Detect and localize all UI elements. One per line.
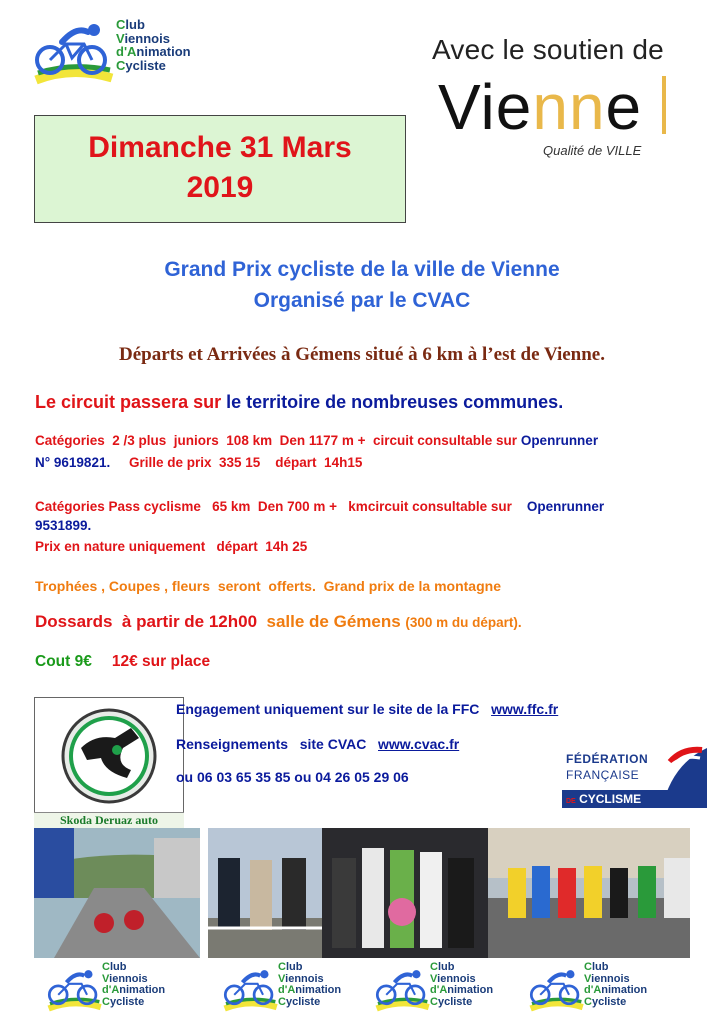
club-line-4-first: C [116,57,126,73]
club-line-2-rest: iennois [437,972,476,985]
club-line-3-first: d'A [116,44,137,60]
sponsor-soutien: Avec le soutien de [432,34,664,65]
cat1-line2-blue: N° 9619821. [35,455,111,470]
club-line-3-rest: nimation [136,44,191,60]
club-line-2-first: V [278,972,286,985]
club-line-2-rest: iennois [285,972,324,985]
phones-line: ou 06 03 65 35 85 ou 04 26 05 29 06 [176,769,409,785]
club-line-2-first: V [430,972,438,985]
cout-b: 12€ sur place [111,653,211,670]
cyclist-logo-icon [220,966,280,1014]
renseignements-line [176,736,459,752]
dossards-orange: salle de Gémens [266,612,406,631]
renseignements-text: Renseignements site CVAC [176,736,379,752]
club-name [278,962,341,1008]
date-line-1: Dimanche 31 Mars [88,131,352,164]
cyclist-logo-icon [32,18,114,88]
cat2-line1 [35,499,604,514]
club-line-1-rest: lub [437,961,455,973]
ffc-line2: FRANÇAISE [566,768,640,782]
vienne-part1: Vie [438,71,533,143]
club-line-4-rest: ycliste [109,995,145,1008]
photo-podium [322,828,488,958]
date-line-2: 2019 [186,171,254,204]
club-name [430,962,493,1008]
cat2-line1-red: Catégories Pass cyclisme 65 km Den 700 m + kmcircuit consultable sur [35,499,516,514]
club-line-2-first: V [584,972,592,985]
club-line-4-rest: ycliste [437,995,473,1008]
vienne-part3: e [605,71,643,143]
ffc-line3-text: CYCLISME [579,792,642,806]
club-line-3-first: d'A [584,984,602,997]
club-line-3-rest: nimation [295,984,342,997]
club-line-4-first: C [430,995,438,1008]
club-line-2-rest: iennois [591,972,630,985]
skoda-arrow-icon [35,698,183,810]
cyclist-logo-icon [526,966,586,1014]
photo-race-finish [34,828,200,958]
engagement-text: Engagement uniquement sur le site de la FFC [176,701,492,717]
cyclist-logo-icon [44,966,104,1014]
club-line-3-first: d'A [278,984,296,997]
club-name [116,18,191,73]
photo-peloton [488,828,690,958]
club-line-3-rest: nimation [601,984,648,997]
club-line-4-rest: ycliste [591,995,627,1008]
event-title: Grand Prix cycliste de la ville de Vienne [164,258,560,281]
club-line-1-first: C [102,961,110,973]
cat1-line1-blue: Openrunner [520,433,599,448]
club-logo-bottom-2 [220,960,370,1020]
club-line-1-rest: lub [285,961,303,973]
cat1-line1 [35,433,598,448]
cat2-line3-red: Prix en nature uniquement départ 14h 25 [35,539,308,554]
club-line-3-first: d'A [102,984,120,997]
club-line-2-first: V [116,30,125,46]
circuit-blue: le territoire de nombreuses communes. [226,392,564,412]
club-line-1-first: C [430,961,438,973]
club-line-4-first: C [584,995,592,1008]
vienne-part2: nn [532,71,606,143]
ffc-line3-prefix: DE [566,798,576,805]
photo-officials [208,828,322,958]
skoda-label: Skoda Deruaz auto [34,812,184,828]
club-logo-bottom-1 [44,960,194,1020]
club-line-1-rest: lub [125,17,145,32]
engagement-line [176,701,558,717]
cout-line [35,653,210,671]
club-line-2-first: V [102,972,110,985]
club-line-2-rest: iennois [124,30,170,46]
club-line-4-first: C [278,995,286,1008]
cat1-line1-red: Catégories 2 /3 plus juniors 108 km Den 1177 m + circuit consultable sur [35,433,521,448]
club-line-2-rest: iennois [109,972,148,985]
circuit-line [35,392,563,413]
club-line-3-rest: nimation [119,984,166,997]
club-line-1-first: C [278,961,286,973]
date-box [34,115,406,223]
club-line-1-first: C [116,17,126,32]
club-logo-bottom-4 [526,960,676,1020]
club-name [102,962,165,1008]
ffc-logo [562,744,707,810]
club-logo-bottom-3 [372,960,522,1020]
circuit-red: Le circuit passera sur [35,392,227,412]
vienne-tagline: Qualité de VILLE [543,143,642,158]
club-line-3-first: d'A [430,984,448,997]
ffc-line1: FÉDÉRATION [566,752,649,766]
cat2-line2-blue: 9531899. [35,518,92,533]
club-line-4-rest: ycliste [125,57,166,73]
skoda-logo-box [34,697,184,827]
vienne-accent-bar [662,76,666,134]
departs-arrivees: Départs et Arrivées à Gémens situé à 6 km à l’est de Vienne. [118,344,605,365]
cvac-link[interactable]: www.cvac.fr [378,736,460,752]
cat2-line1-blue: Openrunner [515,499,605,514]
dossards-red: Dossards à partir de 12h00 [35,612,267,631]
ffc-link[interactable]: www.ffc.fr [491,701,559,717]
vienne-logo [438,70,642,144]
trophees-line: Trophées , Coupes , fleurs seront offerts. Grand prix de la montagne [35,578,501,594]
cout-a: Cout 9€ [35,653,92,670]
club-line-3-rest: nimation [447,984,494,997]
club-line-1-rest: lub [591,961,609,973]
cyclist-logo-icon [372,966,432,1014]
dossards-orange-small: (300 m du départ). [405,615,522,630]
club-name [584,962,647,1008]
cat2-line2 [35,518,91,533]
event-organizer: Organisé par le CVAC [253,289,471,312]
club-line-4-first: C [102,995,110,1008]
cat2-line3 [35,539,307,554]
club-line-1-rest: lub [109,961,127,973]
ffc-line3 [566,792,641,806]
club-line-1-first: C [584,961,592,973]
club-logo [32,18,192,88]
club-line-4-rest: ycliste [285,995,321,1008]
dossards-line [35,612,522,632]
cat1-line2-red: Grille de prix 335 15 départ 14h15 [110,455,363,470]
cat1-line2 [35,455,362,470]
